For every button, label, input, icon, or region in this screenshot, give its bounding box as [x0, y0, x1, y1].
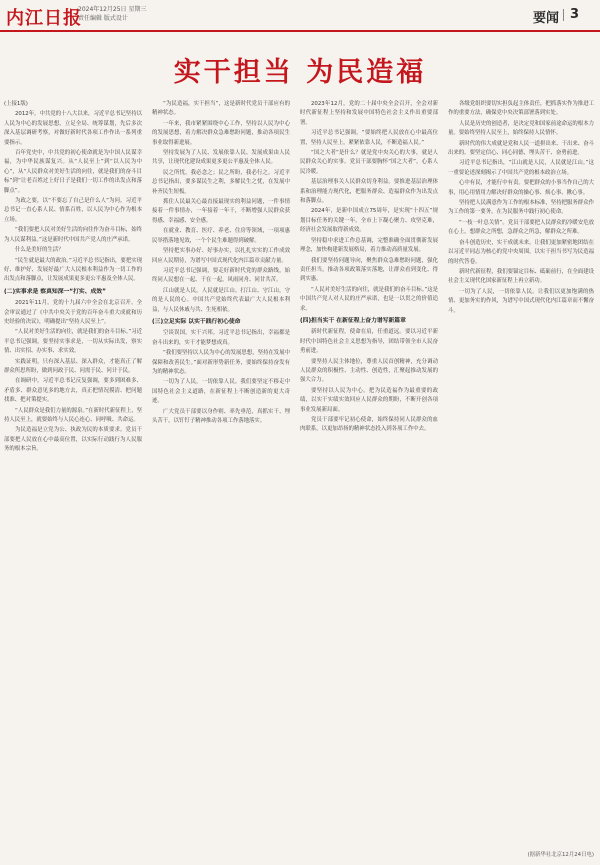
- article-paragraph: (上接1版): [4, 101, 28, 107]
- section-subheading: (二)实事求是 察真知深一“打实、成效”: [4, 288, 106, 295]
- article-paragraph: 坚持把实事办好、好事办实，以扎扎实实的工作成效回应人民期待，为谱写中国式现代化内江篇章贡献力量。: [152, 248, 290, 264]
- source-note: (据新华社北京12月24日电): [527, 852, 594, 858]
- article-paragraph: 新时代的伟大成就是党和人民一道拼出来、干出来、奋斗出来的。要坚定信心、同心同德，埋头苦干、奋勇前进。: [448, 140, 594, 157]
- article-paragraph: 一切为了人民，一切依靠人民。我们要坚定不移走中国特色社会主义道路，在新征程上不断创造新的更大奇迹。: [152, 379, 290, 405]
- article-paragraph: 江山就是人民，人民就是江山。打江山、守江山，守的是人民的心。中国共产党始终代表最广大人民根本利益，与人民休戚与共、生死相依。: [152, 287, 290, 313]
- article-paragraph: 心中有民，才能行中有责。要把群众的小事当作自己的大事，用心用情用力解决好群众的操心事、烦心事、揪心事。: [448, 180, 594, 196]
- article-paragraph: 2023年12月，党的二十届中央全会召开，全会对新时代新征程上坚持和发展中国特色社会主义作出重要部署。: [300, 101, 438, 126]
- article-paragraph: “我们要坚持以人民为中心的发展思想，坚持在发展中保障和改善民生。”面对新形势新任务，要始终保持奋发有为的精神状态。: [152, 350, 290, 375]
- article-paragraph: 2012年，中共党的十八大以来，习近平总书记坚持以人民为中心的发展思想，立足全局、统筹谋划，先后多次深入基层调研考察，对做好新时代各项工作作出一系列重要指示。: [4, 111, 142, 146]
- article-paragraph: 什么是美好的生活？: [15, 247, 64, 254]
- article-paragraph: 要坚持以人民为中心，把为民造福作为最重要的政绩，以实干实绩实效回应人民群众的期盼，不断开创各项事业发展新局面。: [300, 387, 438, 413]
- section-subheading: (四)担当实干 在新征程上奋力谱写新篇章: [300, 317, 406, 324]
- issue-editors: 责任编辑 版式设计: [78, 15, 128, 22]
- article-paragraph: “人民对美好生活的向往，就是我们的奋斗目标。”习近平总书记强调，要坚持实事求是，一切从实际出发，察实情、出实招、办实事、求实效。: [4, 329, 142, 355]
- article-paragraph: 空谈误国，实干兴邦。习近平总书记指出，幸福都是奋斗出来的，实干才能梦想成真。: [152, 330, 290, 346]
- article-paragraph: 基层治理事关人民群众切身利益。要推进基层治理体系和治理能力现代化，把服务群众、造福群众作为出发点和落脚点。: [300, 179, 438, 205]
- article-paragraph: 为民造福是立党为公、执政为民的本质要求。党员干部要把人民放在心中最高位置，以实际行动践行为人民服务的根本宗旨。: [4, 427, 142, 453]
- article-paragraph: 各级党组织要切实担负起主体责任，把抓落实作为推进工作的重要方法，确保党中央决策部署落到实处。: [448, 101, 594, 117]
- article-paragraph: 实践证明，只有深入基层、深入群众，才能真正了解群众所思所盼，做到问政于民、问需于民、问计于民。: [4, 358, 142, 374]
- article-paragraph: 在就业、教育、医疗、养老、住房等领域，一项项惠民举措落地见效，一个个民生难题得到破解。: [152, 228, 290, 244]
- issue-meta: [78, 5, 198, 23]
- article-paragraph: “一枝一叶总关情”。党员干部要把人民群众的冷暖安危放在心上，想群众之所想，急群众之所急，解群众之所难。: [448, 219, 594, 236]
- article-paragraph: 新时代新征程，我们要锚定目标、砥砺前行，在全面建设社会主义现代化国家新征程上再立新功。: [448, 268, 594, 285]
- article-paragraph: 民之所忧，我必念之；民之所盼，我必行之。习近平总书记指出，要多谋民生之利，多解民生之忧，在发展中补齐民生短板。: [152, 169, 290, 195]
- section-subheading: (三)立足实际 以实干践行初心使命: [152, 318, 241, 325]
- article-paragraph: 广大党员干部要以身作则、率先垂范，真抓实干、埋头苦干，以钉钉子精神推动各项工作落地落实。: [152, 408, 290, 424]
- article-column-1: [4, 100, 142, 848]
- article-paragraph: 为政之要，以“不要忘了自己是什么人”为问。习近平总书记一直心系人民、情系百姓，以人民为中心作为根本立场。: [4, 198, 142, 223]
- article-paragraph: 人民是历史的创造者，是决定党和国家前途命运的根本力量。要始终坚持人民至上，始终保持人民情怀。: [448, 120, 594, 137]
- article-paragraph: 习近平总书记指出，“江山就是人民，人民就是江山。”这一重要论述深刻揭示了中国共产党的根本政治立场。: [448, 160, 594, 176]
- article-paragraph: 一切为了人民，一切依靠人民。让我们以更加饱满的热情、更加务实的作风，为谱写中国式现代化内江篇章而不懈奋斗。: [448, 288, 594, 314]
- article-column-4: [448, 100, 594, 848]
- article-paragraph: 坚持稳中求进工作总基调，完整准确全面贯彻新发展理念，加快构建新发展格局，着力推动高质量发展。: [300, 237, 438, 254]
- article-paragraph: 坚持把人民满意作为工作的根本标准，坚持把服务群众作为工作的第一要务，在为民服务中践行初心使命。: [448, 200, 594, 216]
- article-column-2: [152, 100, 290, 848]
- article-paragraph: “为民造福，实干担当”，这是新时代党员干部应有的精神状态。: [152, 101, 290, 117]
- article-paragraph: 党员干部要牢记初心使命，始终保持同人民群众的血肉联系，以更加昂扬的精神状态投入到各项工作中去。: [300, 417, 438, 433]
- issue-date: 2024年12月25日 星期三: [78, 6, 147, 13]
- article-paragraph: 新时代新征程，使命在肩，任重道远。要以习近平新时代中国特色社会主义思想为指导，团结带领全市人民奋勇前进。: [300, 329, 438, 355]
- article-paragraph: 抓住人民最关心最直接最现实的利益问题，一件事情接着一件事情办，一年接着一年干，不断增强人民群众获得感、幸福感、安全感。: [152, 199, 290, 224]
- section-label: 要闻: [533, 11, 560, 26]
- article-paragraph: “民生就是最大的政治。”习近平总书记指出，要把实现好、维护好、发展好最广大人民根本利益作为一切工作的出发点和落脚点，让发展成果更多更公平惠及全体人民。: [4, 257, 142, 283]
- article-paragraph: 在调研中，习近平总书记反复强调，要多到困难多、矛盾多、群众意见多的地方去，真正把情况摸清、把问题找准、把对策提实。: [4, 378, 142, 404]
- article-paragraph: 习近平总书记强调，要走好新时代党的群众路线，始终同人民想在一起、干在一起，风雨同舟、同甘共苦。: [152, 267, 290, 284]
- section-divider: [563, 9, 564, 21]
- article-paragraph: 2021年11月，党的十九届六中全会在北京召开。全会审议通过了《中共中央关于党的百年奋斗重大成就和历史经验的决议》，明确提出“坚持人民至上”。: [4, 300, 142, 325]
- article-paragraph: 奋斗创造历史，实干成就未来。让我们更加紧密地团结在以习近平同志为核心的党中央周围，以实干担当书写为民造福的时代答卷。: [448, 239, 594, 265]
- article-paragraph: “人民群众是我们力量的源泉。”在新时代新征程上，坚持人民至上，就要始终与人民心连心、同呼吸、共命运。: [4, 407, 142, 423]
- article-paragraph: 百年党史中，中共党的初心使命就是为中国人民谋幸福，为中华民族谋复兴。从“人民至上”到“以人民为中心”，从“人民群众对美好生活的向往，就是我们的奋斗目标”到“让老百姓过上好日子是我们一切工作的出发点和落脚点”。: [4, 150, 142, 194]
- masthead: [0, 0, 600, 32]
- article-paragraph: 习近平总书记强调，“要始终把人民放在心中最高位置，坚持人民至上，紧紧依靠人民，不断造福人民。”: [300, 130, 438, 146]
- page-number: 3: [570, 7, 580, 22]
- article-paragraph: 我们要坚持问题导向，聚焦群众急难愁盼问题，强化责任担当，推动各项政策落实落地，让群众看到变化、得到实惠。: [300, 257, 438, 283]
- article-paragraph: 2024年，是新中国成立75周年，是实现“十四五”规划目标任务的关键一年。全市上下凝心聚力、攻坚克难，经济社会发展取得新成效。: [300, 208, 438, 234]
- newspaper-logo: 内江日报: [6, 8, 82, 29]
- headline: 实干担当 为民造福: [173, 57, 427, 88]
- article-column-3: [300, 100, 438, 848]
- article-paragraph: 坚持发展为了人民、发展依靠人民、发展成果由人民共享，让现代化建设成果更多更公平惠及全体人民。: [152, 150, 290, 166]
- article-paragraph: “人民对美好生活的向往，就是我们的奋斗目标。”这是中国共产党人对人民的庄严承诺，也是一以贯之的价值追求。: [300, 286, 438, 312]
- article-paragraph: 要坚持人民主体地位，尊重人民首创精神，充分调动人民群众的积极性、主动性、创造性，汇聚起推动发展的强大合力。: [300, 358, 438, 384]
- article-paragraph: “国之大者”是什么？就是党中央关心的大事，就是人民群众关心的实事。党员干部要胸怀“国之大者”，心系人民冷暖。: [300, 150, 438, 175]
- article-paragraph: “我们要把人民对美好生活的向往作为奋斗目标，始终为人民谋利益。”这是新时代中国共产党人的庄严承诺。: [4, 227, 142, 243]
- article-paragraph: 一年来，我市紧紧围绕中心工作，坚持以人民为中心的发展思想，着力解决群众急难愁盼问题，推动各项民生事业取得新进展。: [152, 120, 290, 146]
